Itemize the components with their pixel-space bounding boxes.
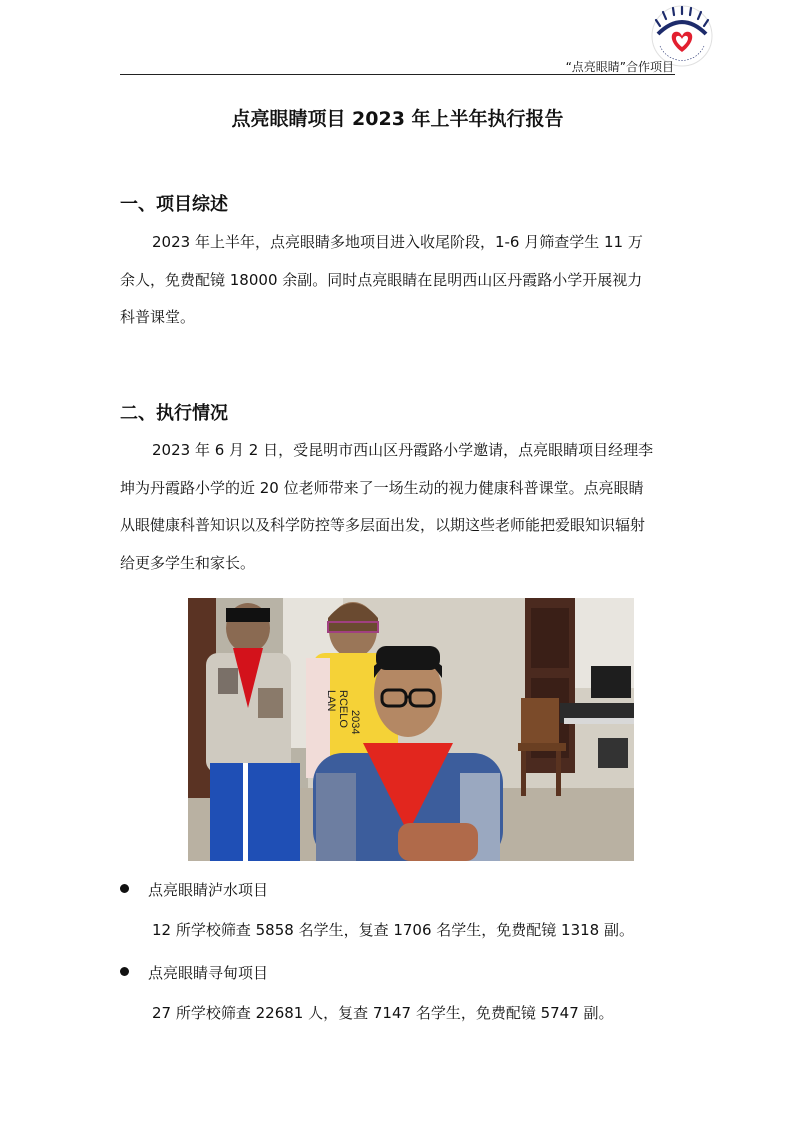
- section-heading-overview: 一、项目综述: [120, 194, 228, 215]
- section-heading-execution: 二、执行情况: [120, 403, 228, 424]
- paragraph-line: 2023 年 6 月 2 日，受昆明市西山区丹霞路小学邀请，点亮眼睛项目经理李: [152, 441, 654, 459]
- jersey-text: LAN: [325, 690, 337, 712]
- list-item-project-lushui: [120, 879, 268, 900]
- project-detail: 27 所学校筛查 22681 人，复查 7147 名学生，免费配镜 5747 副。: [152, 1004, 614, 1022]
- classroom-children-photo: [188, 598, 634, 861]
- project-name: 点亮眼睛寻甸项目: [148, 964, 269, 982]
- header-divider: [120, 74, 675, 75]
- section-execution-paragraph: [120, 432, 676, 582]
- paragraph-line: 余人，免费配镜 18000 余副。同时点亮眼睛在昆明西山区丹霞路小学开展视力: [120, 270, 643, 289]
- jersey-text: 2034: [349, 710, 361, 735]
- document-title: 点亮眼睛项目 2023 年上半年执行报告: [231, 108, 564, 130]
- bullet-icon: [120, 884, 129, 893]
- photo-illustration: [188, 598, 634, 861]
- paragraph-line: 2023 年上半年，点亮眼睛多地项目进入收尾阶段，1-6 月筛查学生 11 万: [152, 233, 643, 251]
- paragraph-line: 给更多学生和家长。: [120, 553, 256, 572]
- bullet-icon: [120, 967, 129, 976]
- project-name: 点亮眼睛泸水项目: [148, 881, 269, 899]
- list-item-project-xundian: [120, 962, 268, 983]
- paragraph-line: 科普课堂。: [120, 308, 196, 326]
- paragraph-line: 从眼健康科普知识以及科学防控等多层面出发，以期这些老师能把爱眼知识辐射: [120, 516, 646, 534]
- paragraph-line: 坤为丹霞路小学的近 20 位老师带来了一场生动的视力健康科普课堂。点亮眼睛: [120, 478, 644, 497]
- section-overview-paragraph: [120, 224, 676, 337]
- project-detail: 12 所学校筛查 5858 名学生，复查 1706 名学生，免费配镜 1318 副。: [152, 921, 634, 939]
- header-tag: “点亮眼睛”合作项目: [565, 60, 674, 74]
- jersey-text: RCELO: [337, 690, 349, 728]
